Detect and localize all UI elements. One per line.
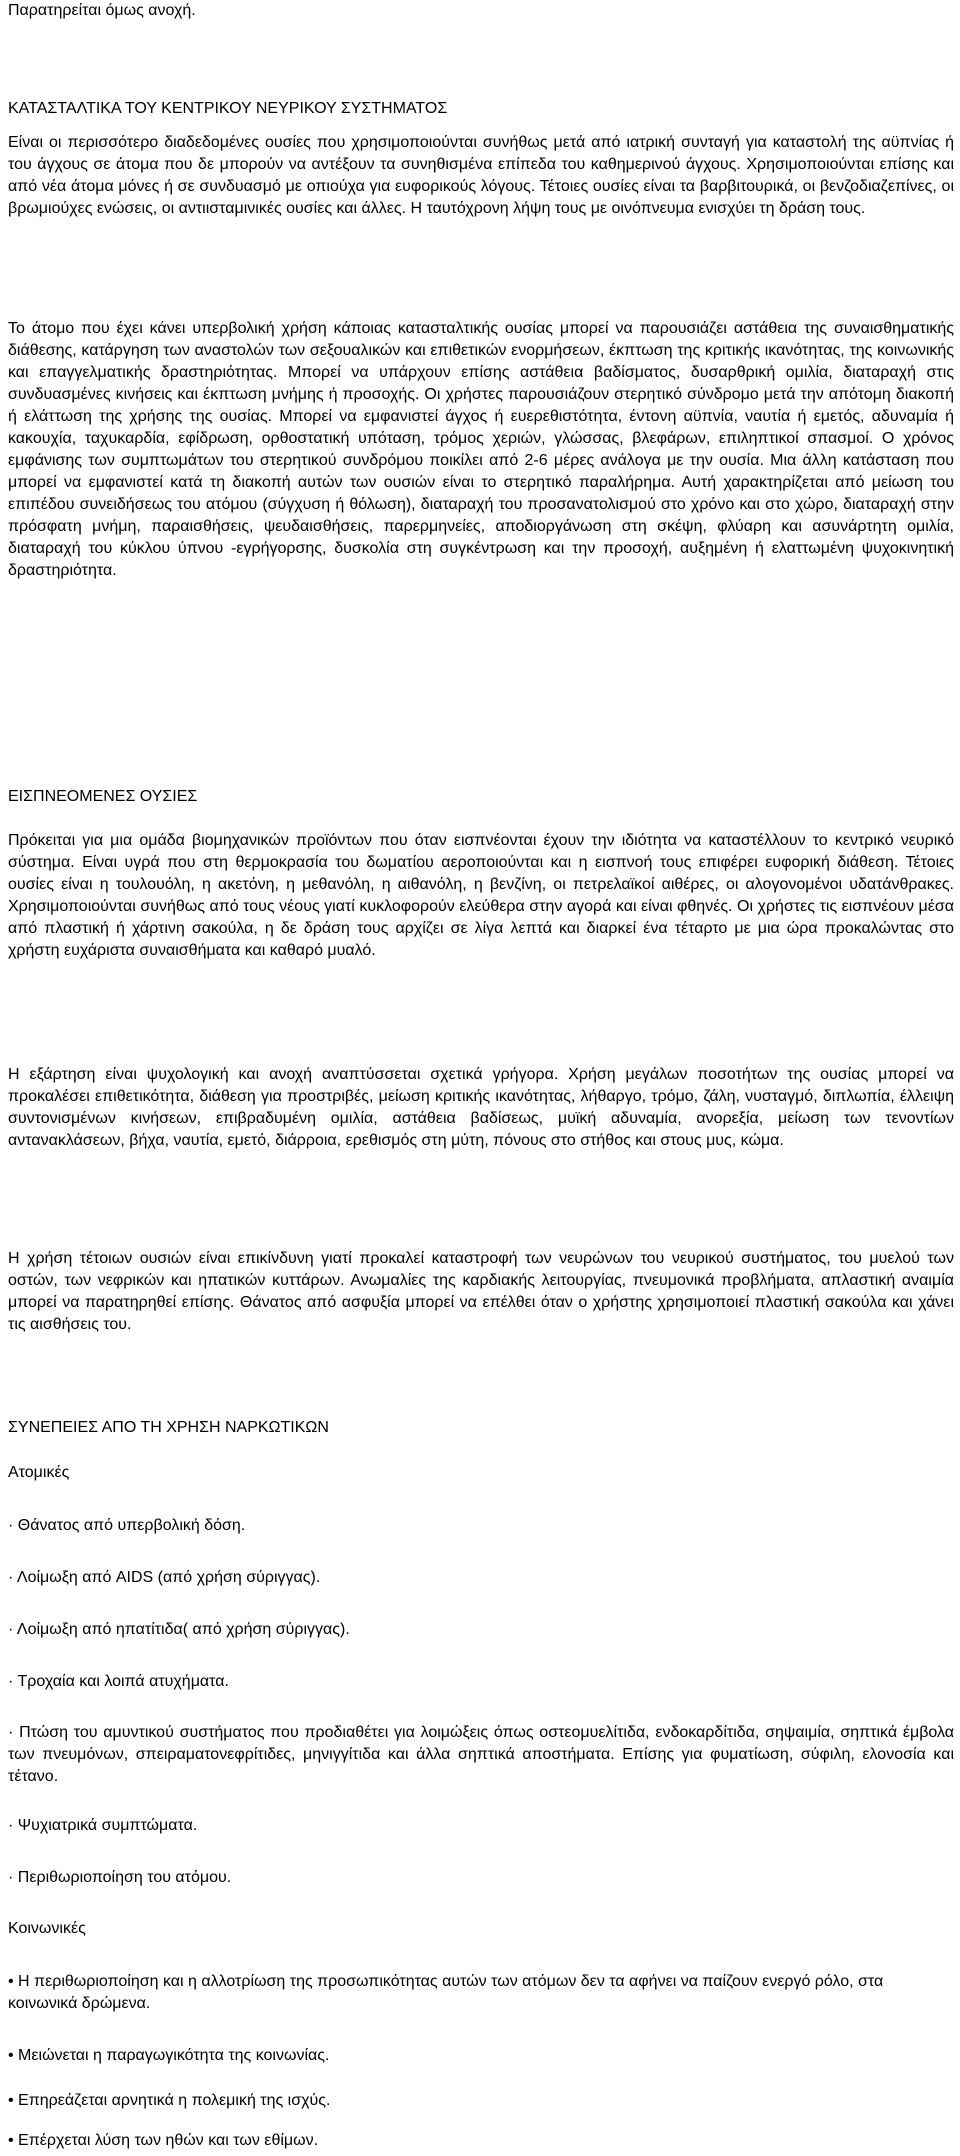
section-heading-inhalants: ΕΙΣΠΝΕΟΜΕΝΕΣ ΟΥΣΙΕΣ [8, 788, 198, 805]
list-item-social-4: • Επέρχεται λύση των ηθών και των εθίμων. [8, 2132, 319, 2149]
section-heading-sedatives: ΚΑΤΑΣΤΑΛΤΙΚΑ ΤΟΥ ΚΕΝΤΡΙΚΟΥ ΝΕΥΡΙΚΟΥ ΣΥΣΤΗΜΑΤΟΣ [8, 100, 448, 117]
paragraph-sedatives-2: Το άτομο που έχει κάνει υπερβολική χρήση κάποιας κατασταλτικής ουσίας μπορεί να παρουσιάζει αστάθεια της συναισθηματικής διάθεσης, κατάργηση των αναστολών των σεξουαλικών και επιθετικών ενορμήσεων, έκπτωση της κριτικής ικανότητας, της κοινωνικής και επαγγελματικής δραστηριότητας. Μπορεί να υπάρχουν επίσης αστάθεια βαδίσματος, δυσαρθρική ομιλία, διαταραχή στις συνδυασμένες κινήσεις και έκπτωση μνήμης ή προσοχής. Οι χρήστες παρουσιάζουν στερητικό σύνδρομο μετά την απότομη διακοπή ή ελάττωση της χρήσης της ουσίας. Μπορεί να εμφανιστεί άγχος ή ευερεθιστότητα, έντονη αϋπνία, ναυτία ή εμετός, αδυναμία ή κακουχία, ταχυκαρδία, εφίδρωση, ορθοστατική υπόταση, τρόμος χεριών, γλώσσας, βλεφάρων, επιληπτικοί σπασμοί. Ο χρόνος εμφάνισης των συμπτωμάτων του στερητικού συνδρόμου ποικίλει από 2-6 μέρες ανάλογα με την ουσία. Μια άλλη κατάσταση που μπορεί να εμφανιστεί κατά τη διακοπή αυτών των ουσιών είναι το στερητικό παραλήρημα. Αυτή χαρακτηρίζεται από μείωση του επιπέδου συνειδήσεως του ατόμου (σύγχυση ή θόλωση), διαταραχή του προσανατολισμού στο χρόνο και στο χώρο, διαταραχή στην πρόσφατη μνήμη, παραισθήσεις, ψευδαισθήσεις, παρερμηνείες, αποδιοργάνωση στη σκέψη, φλύαρη και ασυνάρτητη ομιλία, διαταραχή του κύκλου ύπνου -εγρήγορσης, δυσκολία στη συγκέντρωση και την προσοχή, αυξημένη ή ελαττωμένη ψυχοκινητική δραστηριότητα. [8, 320, 954, 579]
list-item-individual-3: · Λοίμωξη από ηπατίτιδα( από χρήση σύριγγας). [8, 1621, 350, 1638]
list-item-individual-7: · Περιθωριοποίηση του ατόμου. [8, 1869, 232, 1886]
list-item-individual-4: · Τροχαία και λοιπά ατυχήματα. [8, 1673, 229, 1690]
list-item-individual-2: · Λοίμωξη από AIDS (από χρήση σύριγγας). [8, 1569, 321, 1586]
list-item-social-1: • Η περιθωριοποίηση και η αλλοτρίωση της προσωπικότητας αυτών των ατόμων δεν τα αφήνει να παίζουν ενεργό ρόλο, στα κοινωνικά δρώμενα. [8, 1973, 884, 2012]
list-item-social-3: • Επηρεάζεται αρνητικά η πολεμική της ισχύς. [8, 2092, 331, 2109]
subheading-individual: Ατομικές [8, 1464, 70, 1481]
paragraph-inhalants-3: Η χρήση τέτοιων ουσιών είναι επικίνδυνη γιατί προκαλεί καταστροφή των νευρώνων του νευρικού συστήματος, του μυελού των οστών, των νεφρικών και ηπατικών κυττάρων. Ανωμαλίες της καρδιακής λειτουργίας, πνευμονικά προβλήματα, απλαστική αναιμία μπορεί να παρατηρηθεί επίσης. Θάνατος από ασφυξία μπορεί να επέλθει όταν ο χρήστης χρησιμοποιεί πλαστική σακούλα και χάνει τις αισθήσεις του. [8, 1250, 954, 1333]
subheading-social: Κοινωνικές [8, 1920, 86, 1937]
intro-line: Παρατηρείται όμως ανοχή. [8, 2, 196, 19]
paragraph-sedatives-1: Είναι οι περισσότερο διαδεδομένες ουσίες που χρησιμοποιούνται συνήθως μετά από ιατρική συνταγή για καταστολή της αϋπνίας ή του άγχους σε άτομα που δε μπορούν να αντέξουν τα συνηθισμένα επίπεδα του καθημερινού άγχους. Χρησιμοποιούνται επίσης και από νέα άτομα μόνες ή σε συνδυασμό με οπιούχα για ευφορικούς λόγους. Τέτοιες ουσίες είναι τα βαρβιτουρικά, οι βενζοδιαζεπίνες, οι βρωμιούχες ενώσεις, οι αντιισταμινικές ουσίες και άλλες. Η ταυτόχρονη λήψη τους με οινόπνευμα ενισχύει τη δράση τους. [8, 134, 954, 217]
list-item-individual-6: · Ψυχιατρικά συμπτώματα. [8, 1817, 198, 1834]
list-item-social-2: • Μειώνεται η παραγωγικότητα της κοινωνίας. [8, 2047, 330, 2064]
paragraph-inhalants-2: Η εξάρτηση είναι ψυχολογική και ανοχή αναπτύσσεται σχετικά γρήγορα. Χρήση μεγάλων ποσοτήτων της ουσίας μπορεί να προκαλέσει επιθετικότητα, διάθεση για προστριβές, μείωση κριτικής ικανότητας, λήθαργο, τρόμο, ζάλη, νυσταγμό, διπλωπία, έλλειψη συντονισμένων κινήσεων, επιβραδυμένη ομιλία, αστάθεια βαδίσεως, μυϊκή αδυναμία, ανορεξία, μείωση των τενοντίων αντανακλάσεων, βήχα, ναυτία, εμετό, διάρροια, ερεθισμός στη μύτη, πόνους στο στήθος και στους μυς, κώμα. [8, 1066, 954, 1149]
list-item-individual-1: · Θάνατος από υπερβολική δόση. [8, 1517, 246, 1534]
list-item-individual-5: · Πτώση του αμυντικού συστήματος που προδιαθέτει για λοιμώξεις όπως οστεομυελίτιδα, ενδοκαρδίτιδα, σηψαιμία, σηπτικά έμβολα των πνευμόνων, σπειραματονεφρίτιδες, μηνιγγίτιδα και άλλα σηπτικά αποστήματα. Επίσης για φυματίωση, σύφιλη, ελονοσία και τέτανο. [8, 1724, 954, 1785]
section-heading-consequences: ΣΥΝΕΠΕΙΕΣ ΑΠΟ ΤΗ ΧΡΗΣΗ ΝΑΡΚΩΤΙΚΩΝ [8, 1419, 329, 1436]
paragraph-inhalants-1: Πρόκειται για μια ομάδα βιομηχανικών προϊόντων που όταν εισπνέονται έχουν την ιδιότητα να καταστέλλουν το κεντρικό νευρικό σύστημα. Είναι υγρά που στη θερμοκρασία του δωματίου αεροποιούνται και η εισπνοή τους επιφέρει ευφορική διάθεση. Τέτοιες ουσίες είναι η τουλουόλη, η ακετόνη, η μεθανόλη, η αιθανόλη, η βενζίνη, οι πετρελαϊκοί αιθέρες, οι αλογονομένοι υδατάνθρακες. Χρησιμοποιούνται συνήθως από τους νέους γιατί κυκλοφορούν ελεύθερα στην αγορά και είναι φθηνές. Οι χρήστες τις εισπνέουν μέσα από πλαστική ή χάρτινη σακούλα, η δε δράση τους αρχίζει σε λίγα λεπτά και διαρκεί ένα τέταρτο με μια ώρα προκαλώντας στο χρήστη ευχάριστα συναισθήματα και καθαρό μυαλό. [8, 832, 954, 959]
